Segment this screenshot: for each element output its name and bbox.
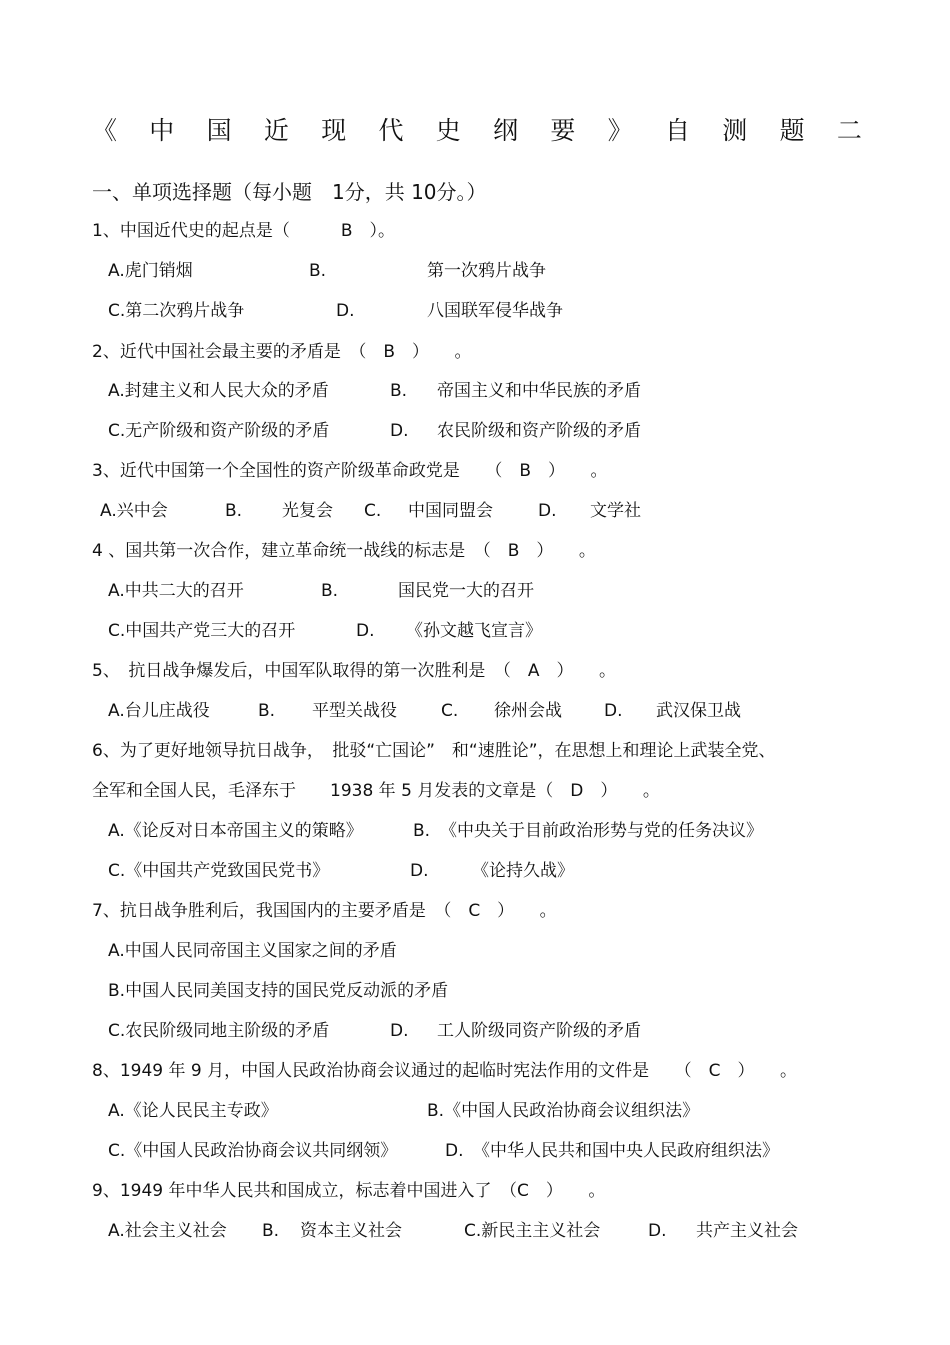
- option-c: C.《中国共产党致国民党书》: [108, 861, 330, 881]
- title-char: 题: [779, 116, 805, 145]
- option-b: B.中国人民同美国支持的国民党反动派的矛盾: [108, 981, 449, 1001]
- option-c: C.《中国人民政治协商会议共同纲领》: [108, 1141, 398, 1161]
- title-char: 近: [263, 116, 289, 145]
- question-stem: 4 、国共第一次合作，建立革命统一战线的标志是 （ B ） 。: [92, 541, 596, 561]
- title-char: 史: [435, 116, 461, 145]
- section-heading: 一、单项选择题（每小题 1分，共 10分。）: [92, 180, 487, 204]
- option-b: 光复会: [282, 501, 333, 521]
- option-b-letter: B.: [413, 821, 431, 841]
- question-stem: 7、抗日战争胜利后，我国国内的主要矛盾是 （ C ） 。: [92, 901, 557, 921]
- option-d-letter: D.: [390, 421, 409, 441]
- option-d-letter: D.: [336, 301, 355, 321]
- option-d: 《中华人民共和国中央人民政府组织法》: [473, 1141, 779, 1161]
- title-char: 代: [378, 116, 404, 145]
- option-d-letter: D.: [604, 701, 623, 721]
- option-b-letter: B.: [321, 581, 339, 601]
- option-a: A.封建主义和人民大众的矛盾: [108, 381, 329, 401]
- option-a: A.《论反对日本帝国主义的策略》: [108, 821, 363, 841]
- option-c: C.新民主主义社会: [464, 1221, 601, 1241]
- title-char: 二: [836, 116, 862, 145]
- option-b: 平型关战役: [312, 701, 397, 721]
- title-char: 》: [607, 116, 633, 145]
- option-d: 文学社: [590, 501, 641, 521]
- question-stem: 9、1949 年中华人民共和国成立，标志着中国进入了 （C ） 。: [92, 1181, 606, 1201]
- option-d: 八国联军侵华战争: [427, 301, 563, 321]
- option-b: 资本主义社会: [300, 1221, 402, 1241]
- option-c: C.中国共产党三大的召开: [108, 621, 296, 641]
- option-a: A.台儿庄战役: [108, 701, 210, 721]
- title-char: 现: [321, 116, 347, 145]
- question-stem: 5、 抗日战争爆发后，中国军队取得的第一次胜利是 （ A ） 。: [92, 661, 616, 681]
- option-d-letter: D.: [445, 1141, 464, 1161]
- question-stem: 8、1949 年 9 月，中国人民政治协商会议通过的起临时宪法作用的文件是 （ C ） 。: [92, 1061, 797, 1081]
- title-char: 国: [206, 116, 232, 145]
- option-c-letter: C.: [441, 701, 459, 721]
- option-b: 第一次鸦片战争: [427, 261, 546, 281]
- option-b-letter: B.: [390, 381, 408, 401]
- question-stem: 1、中国近代史的起点是（ B ）。: [92, 221, 395, 241]
- option-b-letter: B.: [309, 261, 327, 281]
- title-char: 要: [550, 116, 576, 145]
- option-a: A.虎门销烟: [108, 261, 193, 281]
- title-char: 测: [722, 116, 748, 145]
- option-a: A.社会主义社会: [108, 1221, 227, 1241]
- option-d-letter: D.: [356, 621, 375, 641]
- title-char: 纲: [493, 116, 519, 145]
- option-d-letter: D.: [410, 861, 429, 881]
- option-c: C.无产阶级和资产阶级的矛盾: [108, 421, 330, 441]
- option-b: 国民党一大的召开: [398, 581, 534, 601]
- option-c-letter: C.: [364, 501, 382, 521]
- question-stem: 2、近代中国社会最主要的矛盾是 （ B ） 。: [92, 342, 472, 362]
- option-d: 《孙文越飞宣言》: [406, 621, 542, 641]
- option-c: 中国同盟会: [408, 501, 493, 521]
- title-char: 中: [149, 116, 175, 145]
- option-d-letter: D.: [538, 501, 557, 521]
- option-b-letter: B.: [258, 701, 276, 721]
- option-a: A.《论人民民主专政》: [108, 1101, 278, 1121]
- option-b-letter: B.: [262, 1221, 280, 1241]
- option-d-letter: D.: [648, 1221, 667, 1241]
- option-d: 《论持久战》: [472, 861, 574, 881]
- option-d-letter: D.: [390, 1021, 409, 1041]
- option-c: C.第二次鸦片战争: [108, 301, 245, 321]
- question-stem-continued: 全军和全国人民，毛泽东于 1938 年 5 月发表的文章是（ D ） 。: [92, 781, 660, 801]
- option-b: 帝国主义和中华民族的矛盾: [437, 381, 641, 401]
- question-stem: 6、为了更好地领导抗日战争， 批驳“亡国论” 和“速胜论”，在思想上和理论上武装全党、: [92, 741, 776, 761]
- option-d: 共产主义社会: [696, 1221, 798, 1241]
- option-b: B.《中国人民政治协商会议组织法》: [427, 1101, 700, 1121]
- option-c: 徐州会战: [494, 701, 562, 721]
- option-a: A.中共二大的召开: [108, 581, 244, 601]
- title-char: 《: [92, 116, 118, 145]
- option-a: A.兴中会: [100, 501, 168, 521]
- option-c: C.农民阶级同地主阶级的矛盾: [108, 1021, 330, 1041]
- option-d: 武汉保卫战: [656, 701, 741, 721]
- page-title: [92, 113, 862, 149]
- question-stem: 3、近代中国第一个全国性的资产阶级革命政党是 （ B ） 。: [92, 461, 608, 481]
- option-d: 工人阶级同资产阶级的矛盾: [437, 1021, 641, 1041]
- option-b: 《中央关于目前政治形势与党的任务决议》: [440, 821, 763, 841]
- title-char: 自: [664, 116, 690, 145]
- option-b-letter: B.: [225, 501, 243, 521]
- option-a: A.中国人民同帝国主义国家之间的矛盾: [108, 941, 397, 961]
- option-d: 农民阶级和资产阶级的矛盾: [437, 421, 641, 441]
